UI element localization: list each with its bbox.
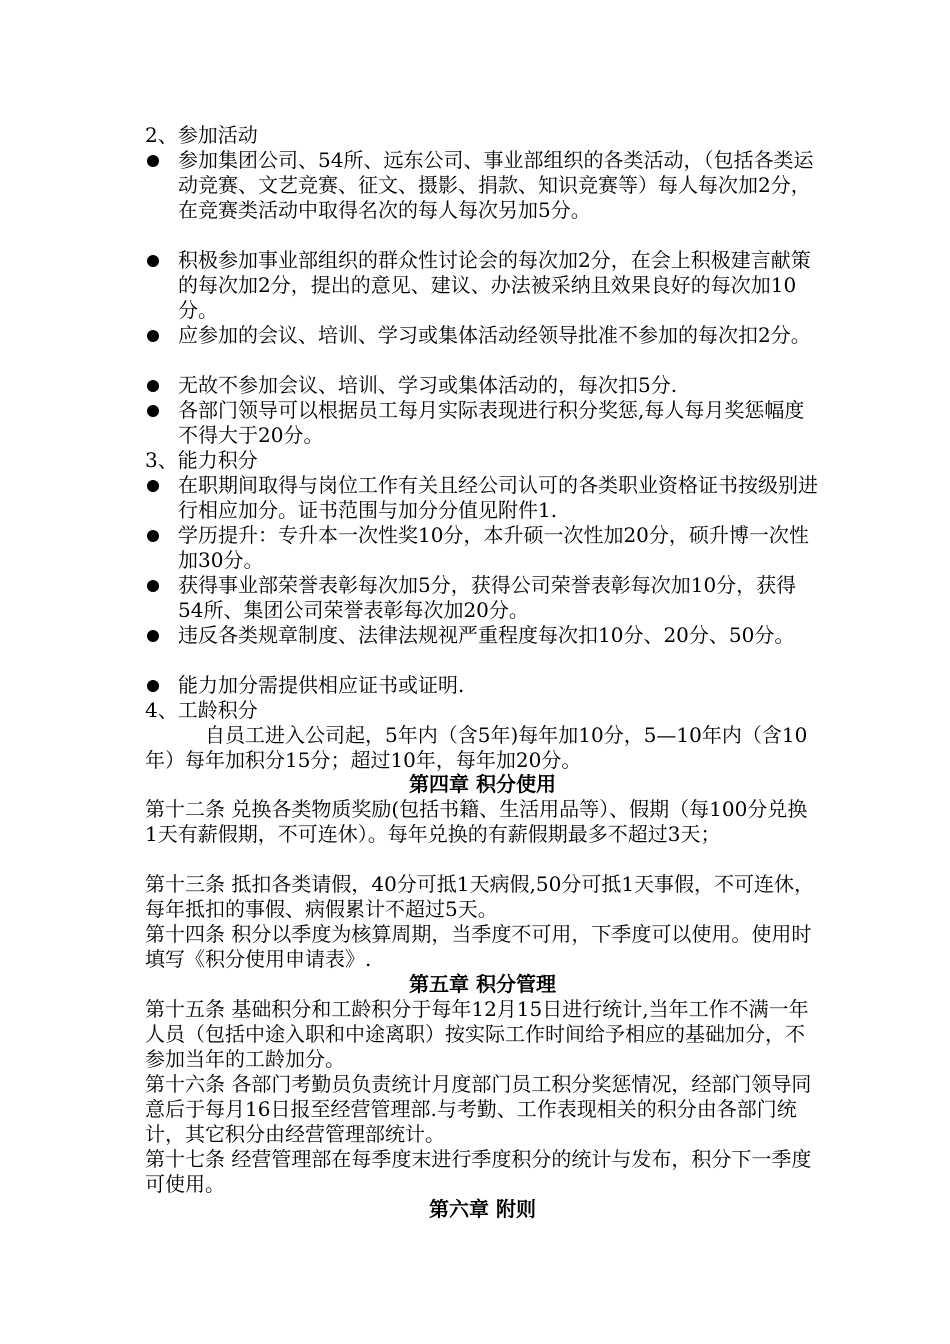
bullet-icon <box>147 580 159 592</box>
article-14: 第十四条 积分以季度为核算周期，当季度不可用，下季度可以使用。使用时填写《积分使用申请表》. <box>145 922 812 971</box>
bullet-icon <box>147 680 159 692</box>
article-12: 第十二条 兑换各类物质奖励(包括书籍、生活用品等）、假期（每100分兑换1天有薪假期，不可连休）。每年兑换的有薪假期最多不超过3天； <box>145 797 808 846</box>
paragraph: 自员工进入公司起，5年内（含5年)每年加10分，5—10年内（含10年）每年加积分15分；超过10年，每年加20分。 <box>145 723 808 772</box>
article-17: 第十七条 经营管理部在每季度末进行季度积分的统计与发布，积分下一季度可使用。 <box>145 1147 812 1196</box>
document-page: 2、参加活动 参加集团公司、54所、远东公司、事业部组织的各类活动，（包括各类运动竞赛、文艺竞赛、征文、摄影、捐款、知识竞赛等）每人每次加2分，在竞赛类活动中取得名次的每人每次另加5分。 积极参加事业部组织的群众性讨论会的每次加2分，在会上积极建言献策的每次加2分，提出的意见、建议、办法被采纳且效果良好的每次加10分。 应参加的会议、培训、学习或集体活动经领导批准不参加的每次扣2分。 无故不参加会议、培训、学习或集体活动的，每次扣5分. 各部门领导可以根据员工每月实际表现进行积分奖惩,每人每月奖惩幅度不得大于20分。 3、能力积分 在职期间取得与岗位工作有关且经公司认可的各类职业资格证书按级别进行相应加分。证书范围与加分分值见附件1. 学历提升：专升本一次性奖10分，本升硕一次性加20分，硕升博一次性加30分。 获得事业部荣誉表彰每次加5分，获得公司荣誉表彰每次加10分，获得54所、集团公司荣誉表彰每次加20分。 违反各类规章制度、法律法规视严重程度每次扣10分、20分、50分。 能力加分需提供相应证书或证明. 4、工龄积分 自员工进入公司起，5年内（含5年)每年加10分，5—10年内（含10年）每年加积分15分；超过10年，每年加20分。 第四章 积分使用 第十二条 兑换各类物质奖励(包括书籍、生活用品等）、假期（每100分兑换1天有薪假期，不可连休）。每年兑换的有薪假期最多不超过3天； 第十三条 抵扣各类请假，40分可抵1天病假,50分可抵1天事假，不可连休，每年抵扣的事假、病假累计不超过5天。 第十四条 积分以季度为核算周期，当季度不可用，下季度可以使用。使用时填写《积分使用申请表》. 第五章 积分管理 第十五条 基础积分和工龄积分于每年12月15日进行统计,当年工作不满一年人员（包括中途入职和中途离职）按实际工作时间给予相应的基础加分，不参加当年的工龄加分。 第十六条 各部门考勤员负责统计月度部门员工积分奖惩情况，经部门领导同意后于每月16日报至经营管理部.与考勤、工作表现相关的积分由各部门统计，其它积分由经营管理部统计。 第十七条 经营管理部在每季度末进行季度积分的统计与发布，积分下一季度可使用。 第六章 附则 <box>145 123 818 1221</box>
section-title: 3、能力积分 <box>145 448 258 472</box>
article-15: 第十五条 基础积分和工龄积分于每年12月15日进行统计,当年工作不满一年人员（包括中途入职和中途离职）按实际工作时间给予相应的基础加分，不参加当年的工龄加分。 <box>145 997 809 1071</box>
bullet-icon <box>147 480 159 492</box>
section-title: 4、工龄积分 <box>145 698 258 722</box>
bullet-icon <box>147 330 159 342</box>
bullet-icon <box>147 255 159 267</box>
bullet-icon <box>147 405 159 417</box>
bullet-icon <box>147 380 159 392</box>
chapter-heading: 第六章 附则 <box>429 1197 536 1221</box>
bullet-icon <box>147 155 159 167</box>
article-16: 第十六条 各部门考勤员负责统计月度部门员工积分奖惩情况，经部门领导同意后于每月16日报至经营管理部.与考勤、工作表现相关的积分由各部门统计，其它积分由经营管理部统计。 <box>145 1072 812 1146</box>
section-title: 2、参加活动 <box>145 123 258 147</box>
chapter-heading: 第五章 积分管理 <box>409 972 556 996</box>
article-13: 第十三条 抵扣各类请假，40分可抵1天病假,50分可抵1天事假，不可连休，每年抵扣的事假、病假累计不超过5天。 <box>145 872 815 921</box>
bullet-icon <box>147 630 159 642</box>
bullet-icon <box>147 530 159 542</box>
chapter-heading: 第四章 积分使用 <box>409 772 556 796</box>
